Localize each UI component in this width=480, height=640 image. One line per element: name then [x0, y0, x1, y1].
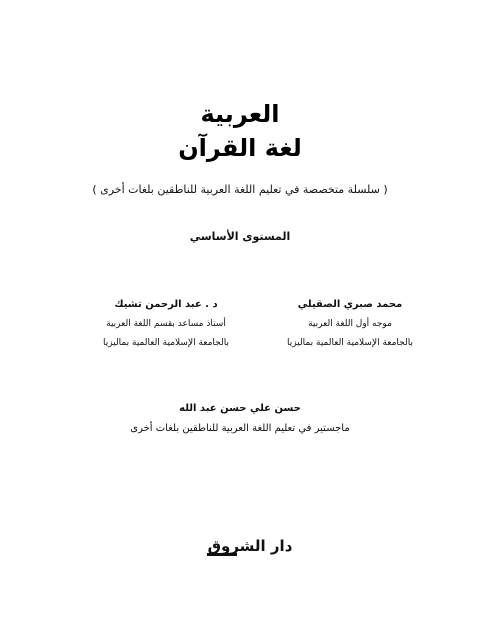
author-name: د . عبد الرحمن تشيك: [114, 299, 218, 310]
level-label: المستوى الأساسي: [189, 230, 291, 243]
author-affiliation: بالجامعة الإسلامية العالمية بماليزيا: [103, 338, 229, 348]
contributor-name: حسن علي حسن عبد الله: [179, 403, 301, 414]
author-role: موجه أول اللغة العربية: [308, 319, 392, 329]
author-name: محمد صبري الصقيلي: [297, 299, 403, 310]
author-block-2: [66, 298, 266, 350]
author-role: أستاذ مساعد بقسم اللغة العربية: [106, 319, 226, 329]
author-block-1: [250, 298, 450, 350]
book-title-line-2: لغة القرآن: [178, 134, 302, 162]
author-affiliation: بالجامعة الإسلامية العالمية بماليزيا: [287, 338, 413, 348]
book-title-line-1: العربية: [200, 100, 280, 128]
contributor-description: ماجستير في تعليم اللغة العربية للناطقين بلغات أخرى: [130, 423, 350, 434]
series-subtitle: ( سلسلة متخصصة في تعليم اللغة العربية للناطقين بلغات أخرى ): [92, 183, 388, 196]
publisher-name: دار الشروق: [207, 537, 293, 555]
